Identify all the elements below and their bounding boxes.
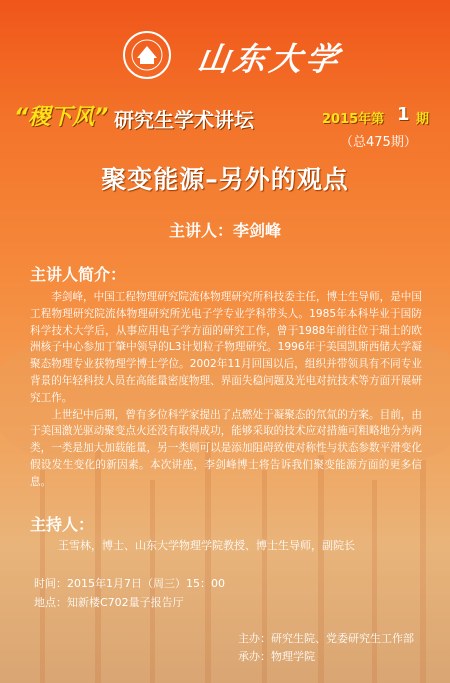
host-text: 王雪林，博士、山东大学物理学院教授、博士生导师，副院长 — [58, 539, 355, 552]
organizer-host: 承办：物理学院 — [238, 650, 315, 663]
university-name: 山东大学 — [195, 40, 345, 78]
organizer-main: 主办：研究生院、党委研究生工作部 — [238, 632, 414, 645]
issue-number: 1 — [397, 104, 410, 125]
bio-paragraph: 上世纪中后期，曾有多位科学家提出了点燃处于凝聚态的氘氚的方案。目前，由于美国激光驱动聚变点火还没有取得成功，能够采取的技术应对措施可粗略地分为两类，一类是加大加载能量，另一类则可以是添加阻碍致使对称性与状态参数平滑变化假设发生变化的新因素。本次讲座，李剑峰博士将告诉我们聚变能源方面的更多信息。 — [30, 408, 422, 488]
bio-text — [30, 289, 422, 491]
host-heading: 主持人： — [30, 515, 95, 534]
lecture-title: 聚变能源–另外的观点 — [101, 165, 349, 194]
event-place: 地点：知新楼C702量子报告厅 — [34, 596, 184, 609]
university-seal — [122, 30, 172, 80]
series-name: “稷下风” — [14, 105, 109, 130]
event-time: 时间：2015年1月7日（周三）15：00 — [34, 577, 225, 590]
bio-heading: 主讲人简介： — [30, 265, 127, 284]
total-issue: （总475期） — [340, 135, 417, 150]
bio-paragraph: 李剑峰，中国工程物理研究院流体物理研究所科技委主任，博士生导师，是中国工程物理研究院流体物理研究所光电子学专业学科带头人。1985年本科毕业于国防科学技术大学后，从事应用电子学方面的研究工作，曾于1988年前往位于瑞士的欧洲核子中心参加丁肇中领导的L3计划粒子物理研究。1996年于美国凯斯西储大学凝聚态物理专业获物理学博士学位。2002年11月回国以后，组织并带领具有不同专业背景的年轻科技人员在高能量密度物理、界面失稳问题及光电对抗技术等方面开展研究工作。 — [30, 291, 422, 404]
series-title: 研究生学术讲坛 — [114, 108, 254, 132]
issue-unit: 期 — [416, 112, 430, 127]
issue-year: 2015年第 — [322, 112, 385, 127]
speaker-line: 主讲人：李剑峰 — [168, 221, 281, 240]
